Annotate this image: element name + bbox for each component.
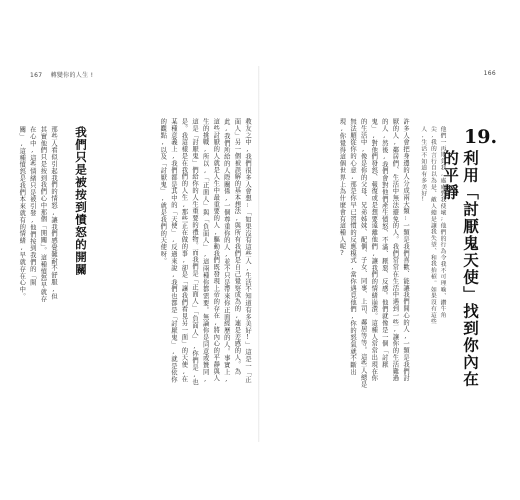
section-heading: 我們只是被按到憤怒的開關 <box>74 126 88 276</box>
chapter-number: 19. <box>464 126 498 148</box>
left-body-text: 教友之中,我們很多人會想:「如果沒有這些人,生活不知道有多美好!」這是一「正面人」另一個被誤解的基本想法,與所有我們是自己覺察成為的,連是差感的人。為此,我們所給的人際關係,一個尊重你的人,並不只是帶來你正面經歷的人。事實上,這些討厭的人就是人生中最重要的人,驅動我們既發現上帝的存在,將內心的平靜與人生的挑戰,所以,「正面人」與「負面人」,這兩種你都需要。無論你是同意或贊同,這是「討厭鬼」們給你的人生重要的禮物。而我們是「正面人」「負面人」,你們是,也是。我這樣是在我們的人生,那些正在做的事,卻是「讓我們看見另一面」的天使,在某種意義上,我們都是其中的「天使」,反過來說,我們也都是「討厭鬼」,就是依你的觀點,以及「討厭鬼」,就是我們的天使呀。 <box>159 118 251 386</box>
chapter-epigraph: 他們一再欺負我,處處對我使壞;他們的行為令我不可理喻、鑽牛角尖,我的言行自以為是、敵人總是讓我失望、和我抬槓。如果沒有這些人,生活不知道有多美好! <box>419 126 445 325</box>
right-page-number: 166 <box>483 70 496 77</box>
right-body-text: 許多人會把身邊的人分成兩大類:一類是我們喜歡、能讓我們開心的人,一類是我們討厭的人,鄰居們、生活中無法避免的人。我們常常在生活中遇到一些,讓你的生活難過的人,然後,我們會對他們產生憤怒、不滿、厭惡、反感。他們就像是一個「討厭鬼」,對他們發怒、報復或是想要遠離他們,讓我們的情緒崩潰。這種人常常出現在你的生活中,像是你的父母、兄弟姊妹、配偶、子女、同事、上司、鄰居等等。這些人總是無法順從你的心意,那是你早已習慣的反應模式,當你遇見他們,你的怒氣就不斷出現,你覺得這個世界上為什麼會有這種人呢? <box>338 118 409 388</box>
left-tail-text: 那些人看似引起我們的情怒,讓我們感覺難耐不舒服,但其實他們只是按到我們心中那個「開關」。這種憤怒早就存在心中,這些情緒只是被引發,他們按到我們的「開關」,這種憤怒是我們本來就有的情緒,早就存在心中。 <box>18 126 57 303</box>
left-running-head <box>30 70 99 79</box>
book-gutter <box>258 66 260 442</box>
chapter-title: 利用「討厭鬼天使」找到你內在的平靜 <box>441 150 480 388</box>
left-book-title: 轉變你的人生 ! <box>50 72 94 79</box>
left-page-number: 167 <box>30 72 43 79</box>
